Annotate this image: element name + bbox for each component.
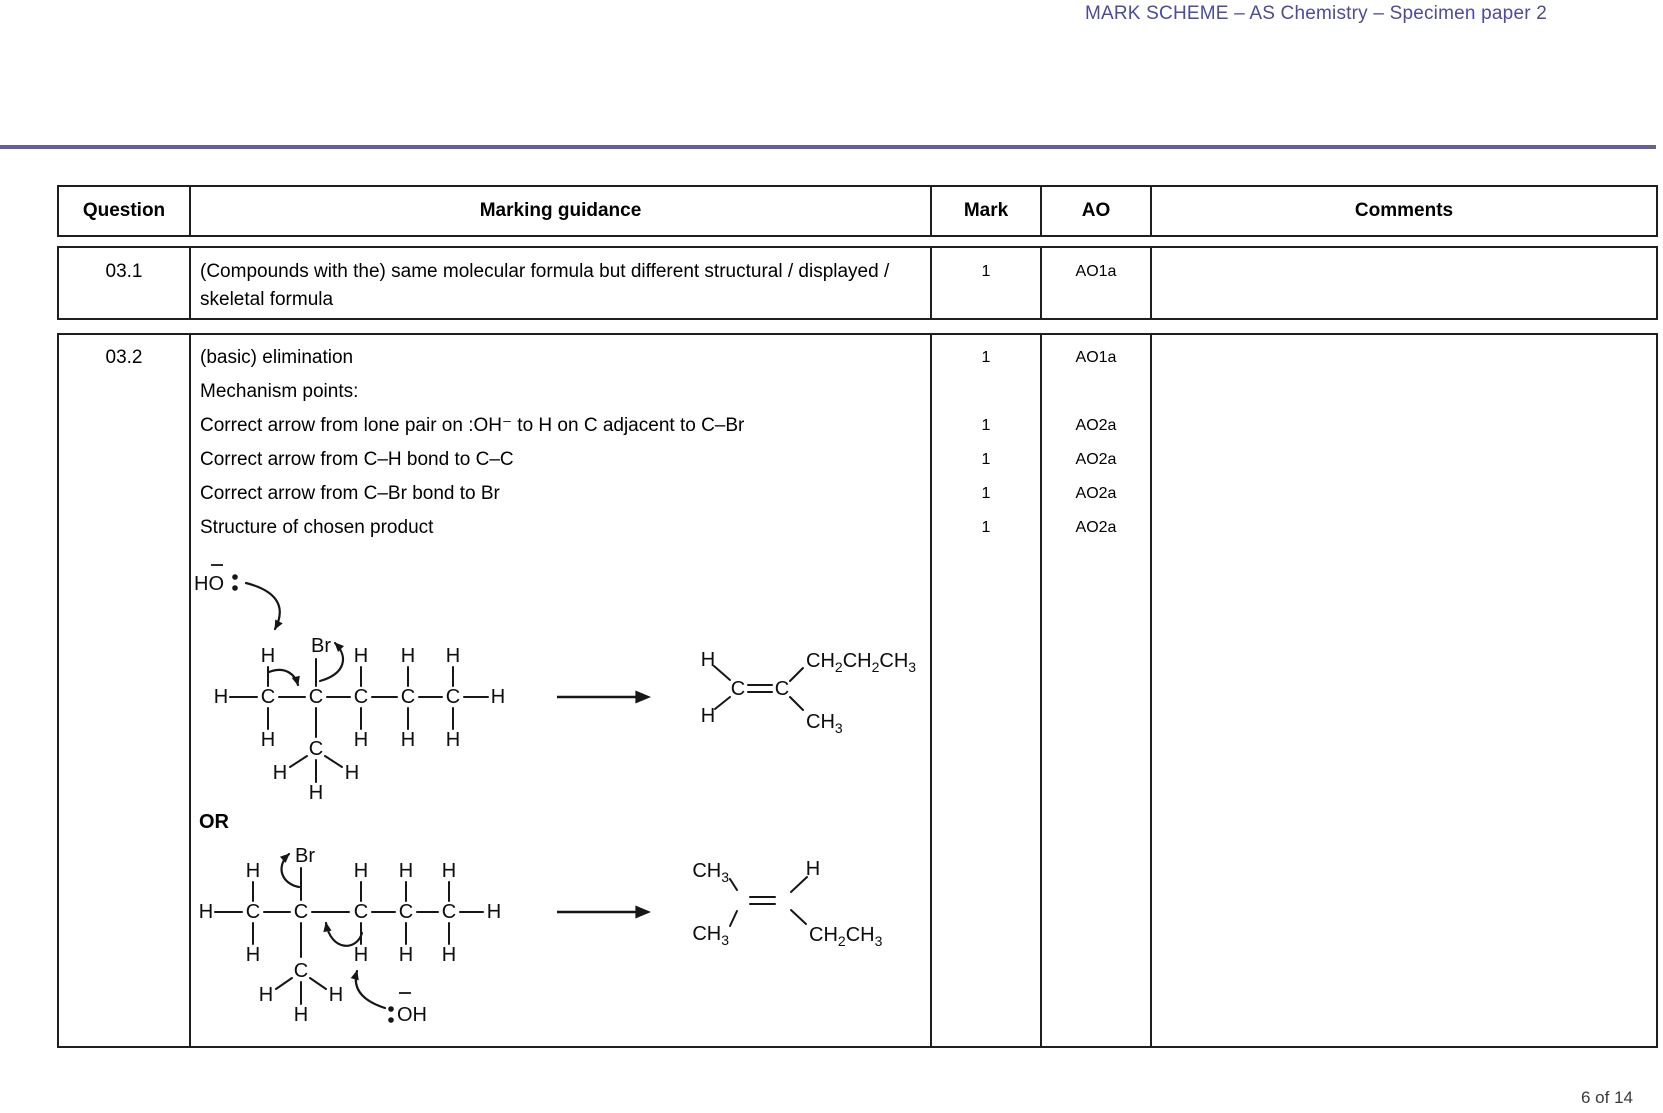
atom-label: H xyxy=(245,944,261,966)
mechanism-1-diagram xyxy=(191,545,930,805)
guidance-line: Mechanism points: xyxy=(200,381,359,402)
atom-label: H xyxy=(272,762,288,784)
product1-bonds xyxy=(714,666,803,710)
bromine-label: Br xyxy=(311,635,331,657)
guidance-text: (Compounds with the) same molecular formula but different structural / displayed / skeletal formula xyxy=(200,261,890,310)
atom-label: H xyxy=(700,649,716,671)
ao-cell: AO1a AO2a AO2a AO2a AO2a xyxy=(1040,335,1150,1046)
atom-label: H xyxy=(198,901,214,923)
atom-label: C xyxy=(245,901,261,923)
atom-label: H xyxy=(400,729,416,751)
atom-label: H xyxy=(486,901,502,923)
atom-label: H xyxy=(245,860,261,882)
methyl-group-label: $CH_3$ xyxy=(692,923,729,948)
atom-label: C xyxy=(353,686,369,708)
atom-label: C xyxy=(308,738,324,760)
question-number: 03.2 xyxy=(105,347,143,368)
column-header-mark: Mark xyxy=(930,187,1040,235)
header-divider xyxy=(0,145,1656,149)
atom-label: H xyxy=(353,860,369,882)
table-header-row xyxy=(57,185,1658,237)
comments-cell xyxy=(1150,248,1656,318)
atom-label: C xyxy=(353,901,369,923)
mech2-bonds xyxy=(215,868,483,1004)
ethyl-group-label: $CH_2CH_3$ xyxy=(809,924,883,949)
marking-guidance-cell xyxy=(189,248,930,318)
atom-label: H xyxy=(398,944,414,966)
atom-label: C xyxy=(293,901,309,923)
atom-label: C xyxy=(398,901,414,923)
mechanism-2-diagram xyxy=(191,839,930,1044)
atom-label: H xyxy=(441,944,457,966)
atom-label: H xyxy=(398,860,414,882)
atom-label: H xyxy=(353,944,369,966)
guidance-line: Correct arrow from C–Br bond to Br xyxy=(200,483,500,504)
atom-label: C xyxy=(260,686,276,708)
atom-label: H xyxy=(353,729,369,751)
atom-label: H xyxy=(445,729,461,751)
atom-label: C xyxy=(441,901,457,923)
hydroxide-label: HO xyxy=(194,573,224,595)
table-row-03-2 xyxy=(57,333,1658,1048)
mark-cell: 1 1 1 1 1 xyxy=(930,335,1040,1046)
propyl-group-label: $CH_2CH_2CH_3$ xyxy=(806,650,917,675)
atom-label: H xyxy=(344,762,360,784)
guidance-line: Structure of chosen product xyxy=(200,517,434,538)
table-row-03-1 xyxy=(57,246,1658,320)
atom-label: H xyxy=(258,984,274,1006)
atom-label: C xyxy=(293,960,309,982)
guidance-line: (basic) elimination xyxy=(200,347,354,368)
atom-label: H xyxy=(445,645,461,667)
methyl-group-label: $CH_3$ xyxy=(806,711,843,736)
ao-cell: AO1a xyxy=(1040,248,1150,318)
hydroxide-label: OH xyxy=(397,1004,427,1026)
question-number: 03.1 xyxy=(105,261,143,282)
atom-label: H xyxy=(260,729,276,751)
atom-label: H xyxy=(805,858,821,880)
column-header-comments: Comments xyxy=(1150,187,1656,235)
atom-label: C xyxy=(730,678,746,700)
atom-label: C xyxy=(445,686,461,708)
atom-label: C xyxy=(308,686,324,708)
atom-label: C xyxy=(774,678,790,700)
comments-cell xyxy=(1150,335,1656,1046)
atom-label: H xyxy=(293,1004,309,1026)
marking-guidance-cell xyxy=(189,335,930,1046)
atom-label: H xyxy=(308,782,324,804)
column-header-ao: AO xyxy=(1040,187,1150,235)
or-label: OR xyxy=(199,811,229,833)
mech1-atom-labels xyxy=(194,573,916,804)
atom-label: C xyxy=(400,686,416,708)
product2-bonds xyxy=(730,877,807,926)
guidance-line: Correct arrow from C–H bond to C–C xyxy=(200,449,514,470)
mech1-curly-arrows xyxy=(246,583,343,685)
mark-cell: 1 xyxy=(930,248,1040,318)
guidance-line: Correct arrow from lone pair on :OH⁻ to H on C adjacent to C–Br xyxy=(200,415,745,436)
page-number: 6 of 14 xyxy=(1581,1088,1633,1107)
atom-label: H xyxy=(700,705,716,727)
column-header-question: Question xyxy=(82,200,166,221)
atom-label: H xyxy=(400,645,416,667)
atom-label: H xyxy=(260,645,276,667)
column-header-marking-guidance: Marking guidance xyxy=(189,187,930,235)
atom-label: H xyxy=(328,984,344,1006)
atom-label: H xyxy=(353,645,369,667)
atom-label: H xyxy=(441,860,457,882)
page-title: MARK SCHEME – AS Chemistry – Specimen paper 2 xyxy=(1084,3,1547,24)
methyl-group-label: $CH_3$ xyxy=(692,860,729,885)
atom-label: H xyxy=(213,686,229,708)
bromine-label: Br xyxy=(295,845,315,867)
atom-label: H xyxy=(490,686,506,708)
